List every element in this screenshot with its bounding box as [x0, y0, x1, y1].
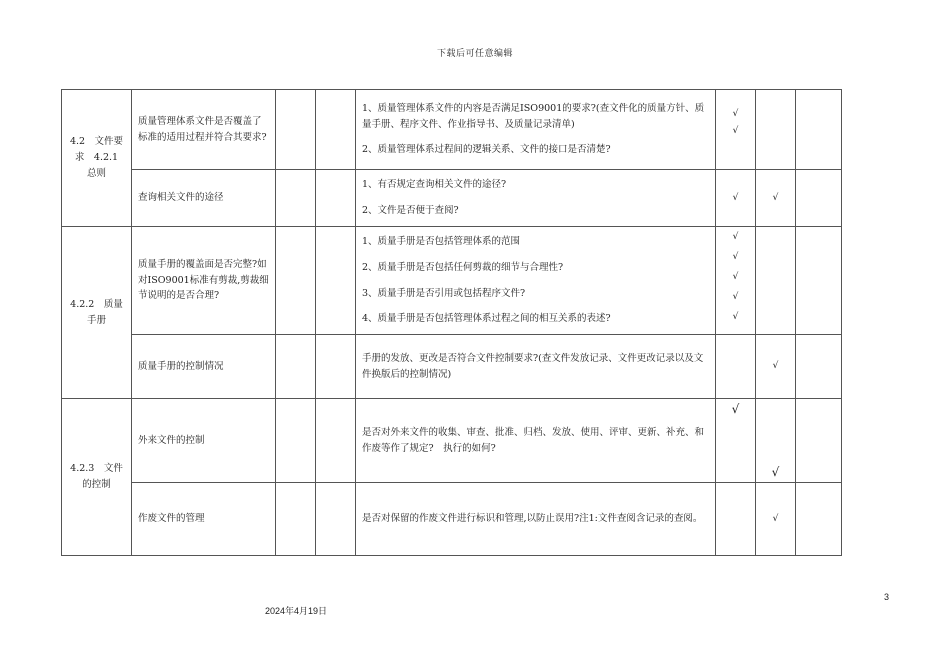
- check-mark: √: [732, 126, 739, 136]
- empty-cell: [796, 227, 842, 335]
- empty-cell: [276, 227, 316, 335]
- detail-line: 是否对保留的作废文件进行标识和管理,以防止误用?注1:文件查阅含记录的查阅。: [362, 513, 703, 525]
- check-mark: √: [731, 402, 740, 416]
- question-cell: 质量手册的覆盖面是否完整?如对ISO9001标准有剪裁,剪裁细节说明的是否合理?: [132, 227, 276, 335]
- question-cell: 质量管理体系文件是否覆盖了标准的适用过程并符合其要求?: [132, 90, 276, 170]
- check-cell: [756, 335, 796, 399]
- check-cell: [716, 227, 756, 335]
- empty-cell: [276, 335, 316, 399]
- check-mark: √: [732, 232, 739, 242]
- detail-line: 2、质量手册是否包括任何剪裁的细节与合理性?: [362, 261, 564, 273]
- empty-cell: [796, 483, 842, 556]
- detail-line: 是否对外来文件的收集、审查、批准、归档、发放、使用、评审、更新、补充、和作废等作了规定? 执行的如何?: [362, 426, 705, 454]
- empty-cell: [316, 399, 356, 483]
- page-header: 下载后可任意编辑: [436, 49, 513, 59]
- check-cell: [716, 170, 756, 227]
- check-mark: √: [732, 312, 739, 322]
- empty-cell: [796, 399, 842, 483]
- audit-checklist-table: [61, 89, 842, 556]
- section-title: 4.2 文件要求 4.2.1 总则: [62, 90, 132, 227]
- check-mark: √: [732, 272, 739, 282]
- details-cell: [356, 335, 716, 399]
- empty-cell: [276, 170, 316, 227]
- check-cell: [756, 170, 796, 227]
- footer-date: 2024年4月19日: [265, 606, 328, 616]
- empty-cell: [276, 483, 316, 556]
- empty-cell: [276, 399, 316, 483]
- page-number: 3: [884, 592, 890, 602]
- detail-line: 2、质量管理体系过程间的逻辑关系、文件的接口是否清楚?: [362, 144, 611, 156]
- details-cell: [356, 227, 716, 335]
- detail-line: 2、文件是否便于查阅?: [362, 205, 459, 216]
- details-cell: [356, 170, 716, 227]
- empty-cell: [796, 335, 842, 399]
- detail-line: 1、有否规定查询相关文件的途径?: [362, 179, 507, 191]
- check-mark: √: [771, 465, 780, 479]
- check-mark: √: [772, 192, 779, 203]
- check-mark: √: [732, 109, 739, 119]
- table-row: [62, 90, 842, 170]
- detail-line: 1、质量手册是否包括管理体系的范围: [362, 236, 521, 248]
- detail-line: 3、质量手册是否引用或包括程序文件?: [362, 287, 526, 299]
- empty-cell: [276, 90, 316, 170]
- detail-line: 1、质量管理体系文件的内容是否满足ISO9001的要求?(查文件化的质量方针、质量手册、程序文件、作业指导书、及质量记录清单): [362, 102, 705, 130]
- empty-cell: [716, 483, 756, 556]
- empty-cell: [796, 90, 842, 170]
- details-cell: [356, 399, 716, 483]
- detail-line: 4、质量手册是否包括管理体系过程之间的相互关系的表述?: [362, 313, 611, 325]
- check-cell: [716, 399, 756, 483]
- check-cell: [756, 483, 796, 556]
- table-row: [62, 399, 842, 483]
- empty-cell: [316, 170, 356, 227]
- check-mark: √: [732, 192, 739, 203]
- empty-cell: [716, 335, 756, 399]
- check-cell: [716, 90, 756, 170]
- question-cell: 外来文件的控制: [132, 399, 276, 483]
- check-mark: √: [732, 292, 739, 302]
- empty-cell: [316, 90, 356, 170]
- check-cell: [756, 399, 796, 483]
- table-row: [62, 170, 842, 227]
- empty-cell: [756, 90, 796, 170]
- details-cell: [356, 483, 716, 556]
- empty-cell: [796, 170, 842, 227]
- empty-cell: [316, 483, 356, 556]
- question-cell: 查询相关文件的途径: [132, 170, 276, 227]
- empty-cell: [756, 227, 796, 335]
- empty-cell: [316, 335, 356, 399]
- check-mark: √: [772, 361, 779, 371]
- details-cell: [356, 90, 716, 170]
- question-cell: 作废文件的管理: [132, 483, 276, 556]
- table-row: [62, 483, 842, 556]
- question-cell: 质量手册的控制情况: [132, 335, 276, 399]
- check-mark: √: [732, 252, 739, 262]
- section-title: 4.2.2 质量手册: [62, 227, 132, 399]
- table-row: [62, 227, 842, 335]
- empty-cell: [316, 227, 356, 335]
- detail-line: 手册的发放、更改是否符合文件控制要求?(查文件发放记录、文件更改记录以及文件换版后的控制情况): [362, 352, 704, 380]
- check-mark: √: [772, 513, 779, 524]
- table-row: [62, 335, 842, 399]
- section-title: 4.2.3 文件的控制: [62, 399, 132, 556]
